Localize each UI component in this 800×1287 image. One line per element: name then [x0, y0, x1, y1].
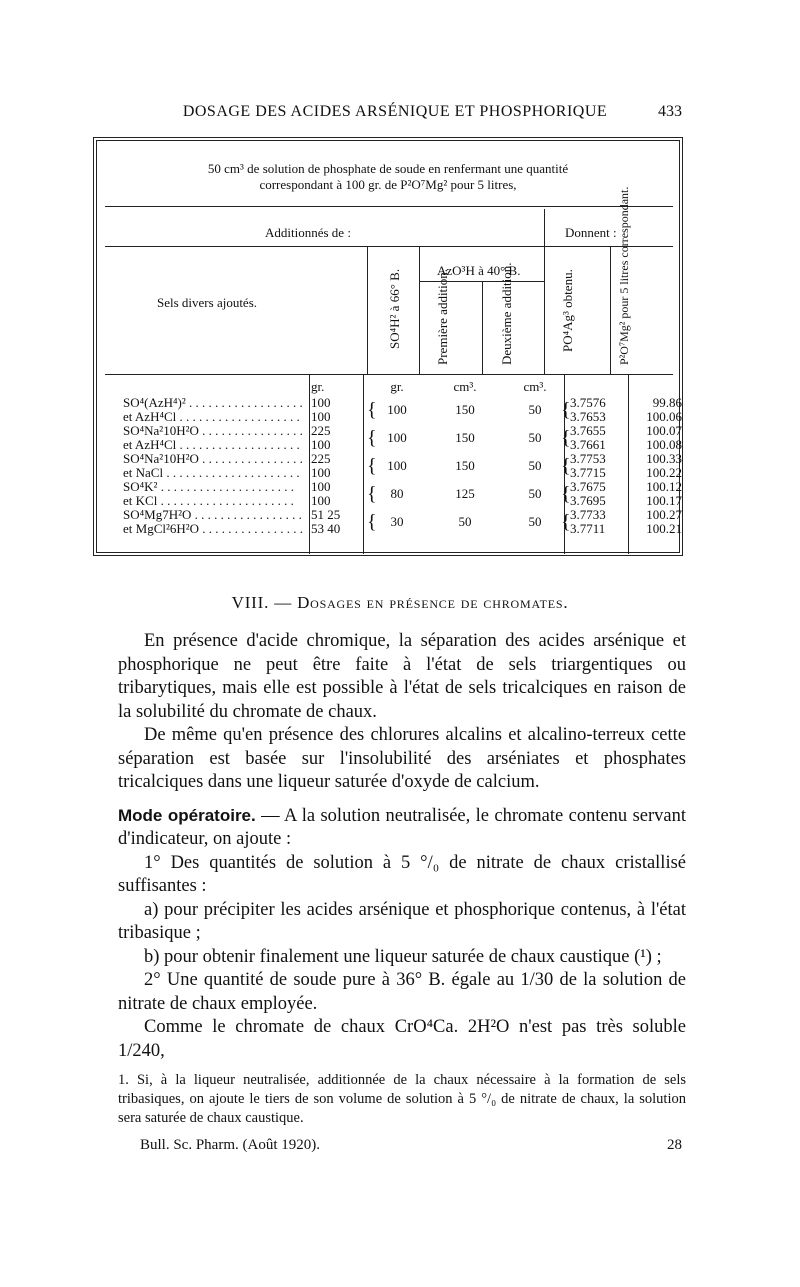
po4ag3-header: PO⁴Ag³ obtenu. [560, 269, 575, 353]
salt-name: et NaCl . . . [123, 466, 303, 480]
p2o7mg2-value: 100.07 [646, 423, 682, 438]
first-addition-value: 150 [455, 458, 475, 473]
second-addition-value: 50 [528, 486, 542, 501]
paragraph: a) pour précipiter les acides arsénique et phosphorique contenus, à l'état tribasique ; [118, 899, 686, 943]
po4ag3-value: 3.7655 [570, 423, 606, 438]
salt-amount: 53 40 [311, 521, 341, 536]
salt-amount: 100 [311, 409, 331, 424]
rule [419, 246, 420, 374]
salt-name: et KCl . . . [123, 494, 303, 508]
table-row-shared [115, 431, 683, 445]
po4ag3-value: 3.7653 [570, 409, 606, 424]
table-caption-line-2: correspondant à 100 gr. de P²O⁷Mg² pour 5 litres, [259, 177, 517, 192]
p2o7mg2-value: 100.12 [646, 479, 682, 494]
salt-name: et AzH⁴Cl . . . [123, 410, 303, 424]
so4h2-value: 100 [387, 458, 407, 473]
po4ag3-value: 3.7715 [570, 465, 606, 480]
table-row-shared [115, 487, 683, 501]
po4ag3-value: 3.7675 [570, 479, 606, 494]
brace-glyph: { [367, 511, 377, 533]
paragraph: 2° Une quantité de soude pure à 36° B. égale au 1/30 de la solution de nitrate de chaux employée. [118, 970, 686, 1014]
signature-mark: 28 [667, 1137, 682, 1153]
brace-glyph: { [367, 427, 377, 449]
po4ag3-value: 3.7711 [570, 521, 606, 536]
salt-amount: 100 [311, 395, 331, 410]
paragraph [118, 804, 686, 852]
salt-amount: 225 [311, 451, 331, 466]
so4h2-value: 100 [387, 430, 407, 445]
rule [105, 246, 673, 247]
salt-name: et AzH⁴Cl . . . [123, 438, 303, 452]
table-row-shared [115, 459, 683, 473]
table-caption [97, 161, 679, 193]
brace-glyph: { [561, 455, 571, 477]
table-caption-line-1: 50 cm³ de solution de phosphate de soude en renfermant une quantité [207, 161, 569, 176]
salt-name: SO⁴Na²10H²O . . . [123, 452, 303, 466]
p2o7mg2-value: 100.08 [646, 437, 682, 452]
section-title [0, 593, 800, 613]
po4ag3-value: 3.7661 [570, 437, 606, 452]
p2o7mg2-value: 100.22 [646, 465, 682, 480]
running-head [0, 103, 800, 125]
po4ag3-value: 3.7753 [570, 451, 606, 466]
running-head-title: DOSAGE DES ACIDES ARSÉNIQUE ET PHOSPHORIQUE [182, 103, 608, 120]
journal-reference: Bull. Sc. Pharm. (Août 1920). [140, 1137, 320, 1153]
second-addition-value: 50 [528, 430, 542, 445]
brace-glyph: { [561, 399, 571, 421]
salt-amount: 100 [311, 479, 331, 494]
first-addition-value: 150 [455, 402, 475, 417]
first-addition-value: 150 [455, 430, 475, 445]
rule [105, 206, 673, 207]
brace-glyph: { [561, 511, 571, 533]
salt-name: SO⁴Na²10H²O . . . [123, 424, 303, 438]
so4h2-header: SO⁴H² à 66° B. [387, 268, 402, 350]
second-addition-header: Deuxième addition. [499, 262, 514, 365]
added-header: Additionnés de : [265, 225, 351, 240]
azo3h-header: AzO³H à 40° B. [437, 263, 521, 278]
brace-glyph: { [367, 399, 377, 421]
mode-label: Mode opératoire. [118, 805, 256, 825]
second-addition-value: 50 [528, 402, 542, 417]
table-row-shared [115, 515, 683, 529]
salt-amount: 100 [311, 437, 331, 452]
second-addition-value: 50 [528, 458, 542, 473]
salt-amount: 225 [311, 423, 331, 438]
rule [482, 281, 483, 374]
results-table [93, 137, 683, 556]
section-heading: Dosages en présence de chromates. [297, 593, 569, 612]
rule [367, 246, 368, 374]
mode-text: — A la solution neutralisée, le chromate contenu servant d'indicateur, on ajoute : [118, 805, 686, 849]
rule [105, 374, 673, 375]
unit: cm³. [453, 379, 477, 394]
p2o7mg2-value: 100.17 [646, 493, 682, 508]
p2o7mg2-value: 100.21 [646, 521, 682, 536]
first-addition-value: 50 [458, 514, 472, 529]
rule [544, 209, 545, 374]
po4ag3-value: 3.7576 [570, 395, 606, 410]
salt-name: SO⁴K² . . . [123, 480, 303, 494]
footnote: 1. Si, à la liqueur neutralisée, additionnée de la chaux nécessaire à la formation de sels tribasiques, on ajoute le tiers de son volume de solution à 5 °/₀ de nitrate de chaux, la solution sera saturée de chaux caustique. [118, 1072, 686, 1126]
so4h2-value: 100 [387, 402, 407, 417]
p2o7-header: P²O⁷Mg² pour 5 litres correspondant. [617, 186, 631, 365]
salt-amount: 100 [311, 465, 331, 480]
paragraph: 1° Des quantités de solution à 5 °/₀ de nitrate de chaux cristallisé suffisantes : [118, 852, 686, 896]
first-addition-header: Première addition. [435, 268, 450, 365]
paragraph: De même qu'en présence des chlorures alcalins et alcalino-terreux cette séparation est basée sur l'insolubilité des arséniates et phosphates tricalciques dans une liqueur saturée d'oxyde de calcium. [118, 725, 686, 792]
body-text [118, 630, 686, 1063]
salt-name: et MgCl²6H²O . . . [123, 522, 303, 536]
p2o7mg2-value: 100.33 [646, 451, 682, 466]
unit: gr. [390, 379, 404, 394]
so4h2-value: 80 [390, 486, 404, 501]
p2o7mg2-value: 99.86 [652, 395, 682, 410]
first-addition-value: 125 [455, 486, 475, 501]
units-row [115, 380, 683, 394]
salt-name: SO⁴(AzH⁴)² . . . [123, 396, 303, 410]
salt-name: SO⁴Mg7H²O . . . [123, 508, 303, 522]
salt-amount: 51 25 [311, 507, 341, 522]
p2o7mg2-value: 100.06 [646, 409, 682, 424]
p2o7mg2-value: 100.27 [646, 507, 682, 522]
brace-glyph: { [367, 455, 377, 477]
po4ag3-value: 3.7695 [570, 493, 606, 508]
give-header: Donnent : [565, 225, 617, 240]
unit: gr. [311, 379, 325, 394]
brace-glyph: { [561, 483, 571, 505]
section-dash: — [274, 593, 293, 612]
second-addition-value: 50 [528, 514, 542, 529]
table-row-shared [115, 403, 683, 417]
paragraph: Comme le chromate de chaux CrO⁴Ca. 2H²O n'est pas très soluble 1/240, [118, 1017, 686, 1061]
unit: cm³. [523, 379, 547, 394]
page-number: 433 [658, 103, 682, 120]
salt-amount: 100 [311, 493, 331, 508]
brace-glyph: { [561, 427, 571, 449]
section-number: VIII. [231, 593, 270, 612]
salts-header: Sels divers ajoutés. [157, 295, 258, 310]
brace-glyph: { [367, 483, 377, 505]
po4ag3-value: 3.7733 [570, 507, 606, 522]
so4h2-value: 30 [390, 514, 404, 529]
paragraph: b) pour obtenir finalement une liqueur saturée de chaux caustique (¹) ; [144, 946, 662, 967]
paragraph: En présence d'acide chromique, la séparation des acides arsénique et phosphorique ne peut être faite à l'état de sels triargentiques ou tribarytiques, mais elle est possible à l'état de sels tricalciques en raison de la solubilité du chromate de chaux. [118, 631, 686, 722]
rule [610, 246, 611, 374]
